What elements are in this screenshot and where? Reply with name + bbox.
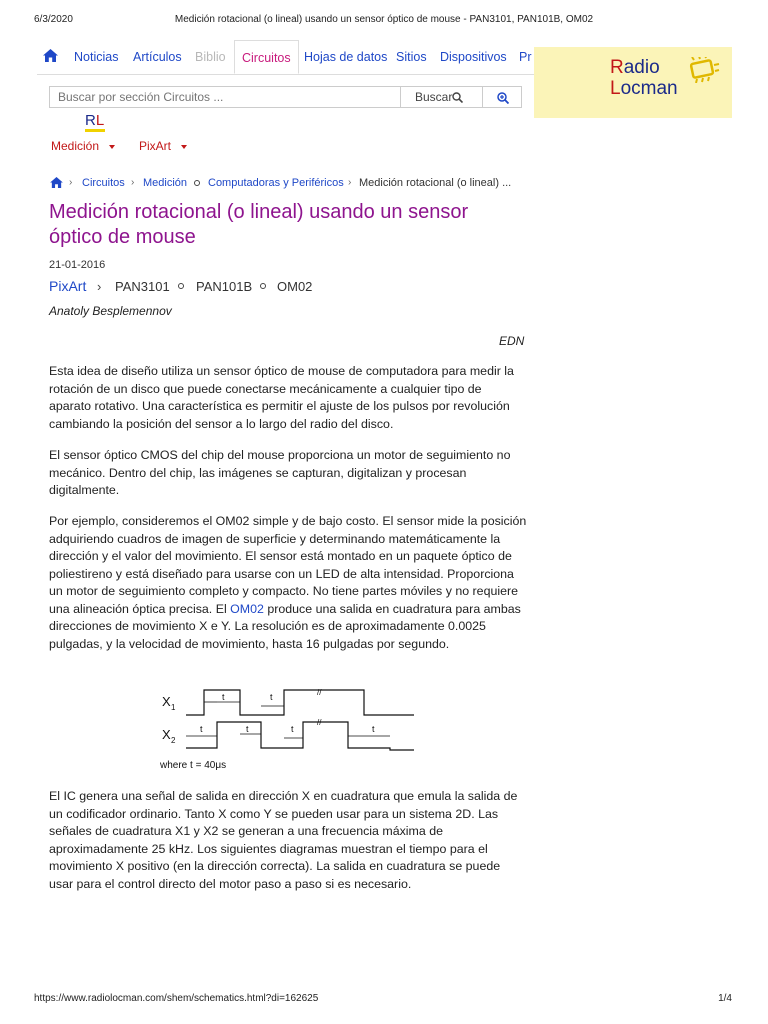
- menu-medicion[interactable]: Medición: [51, 139, 115, 153]
- article-title: Medición rotacional (o lineal) usando un sensor óptico de mouse: [49, 201, 469, 248]
- print-title: Medición rotacional (o lineal) usando un sensor óptico de mouse - PAN3101, PAN101B, OM02: [174, 14, 594, 25]
- logo-text-locman: Locman: [610, 78, 678, 99]
- t-label: t: [200, 724, 203, 734]
- x1-subscript: 1: [171, 703, 176, 712]
- print-page-number: 1/4: [718, 993, 732, 1004]
- paragraph-2: El sensor óptico CMOS del chip del mouse proporciona un motor de seguimiento no mecánico. Dentro del chip, las imágenes se capturan, digitalizan y procesan digitalmente.: [49, 448, 511, 497]
- breadcrumb-computadoras[interactable]: Computadoras y Periféricos: [208, 177, 344, 189]
- logo-text-radio: Radio: [610, 57, 660, 78]
- wave-break-mark: //: [317, 718, 322, 727]
- nav-sitios[interactable]: Sitios: [396, 50, 427, 64]
- publish-date: 21-01-2016: [49, 259, 106, 271]
- author: Anatoly Besplemennov: [49, 304, 172, 318]
- t-label: t: [270, 692, 273, 702]
- t-label: t: [246, 724, 249, 734]
- chevron-right-icon: ›: [97, 279, 102, 294]
- chip-icon: [684, 57, 720, 83]
- nav-circuitos[interactable]: Circuitos: [234, 40, 299, 74]
- nav-more[interactable]: Pr: [519, 50, 532, 64]
- ring-separator-icon: [260, 283, 266, 289]
- home-icon[interactable]: [43, 49, 59, 65]
- figure-caption: where t = 40μs: [160, 760, 227, 771]
- tag-pan3101[interactable]: PAN3101: [115, 279, 170, 294]
- tag-om02[interactable]: OM02: [277, 279, 313, 294]
- t-label: t: [372, 724, 375, 734]
- x1-label: X: [162, 694, 171, 709]
- chevron-right-icon: ›: [131, 177, 135, 188]
- quadrature-timing-diagram: [158, 686, 418, 774]
- zoom-search-icon: [497, 92, 509, 104]
- search-icon: [452, 92, 463, 103]
- breadcrumb-circuitos[interactable]: Circuitos: [82, 177, 125, 189]
- nav-dispositivos[interactable]: Dispositivos: [440, 50, 507, 64]
- menu-pixart[interactable]: PixArt: [139, 139, 187, 153]
- breadcrumb-medicion[interactable]: Medición: [143, 177, 188, 189]
- ring-separator-icon: [178, 283, 184, 289]
- tag-brand[interactable]: PixArt: [49, 278, 87, 294]
- caret-down-icon: [109, 145, 115, 149]
- om02-link[interactable]: OM02: [230, 601, 264, 616]
- ring-separator-icon: [194, 180, 200, 186]
- nav-articulos[interactable]: Artículos: [133, 50, 182, 64]
- paragraph-1: Esta idea de diseño utiliza un sensor óptico de mouse de computadora para medir la rotación de un disco que puede conectarse mecánicamente a cualquier tipo de aparato rotativo. Una característica es permitir el ajuste de los pulsos por revolución cambiando la posición del sensor a lo largo del radio del disco.: [49, 364, 514, 431]
- search-button-label: Buscar: [415, 90, 453, 104]
- nav-noticias[interactable]: Noticias: [74, 50, 119, 64]
- advanced-search-button[interactable]: [482, 86, 522, 108]
- print-url: https://www.radiolocman.com/shem/schematics.html?di=162625: [34, 993, 319, 1004]
- print-date: 6/3/2020: [34, 14, 73, 25]
- search-bar: [49, 86, 522, 108]
- paragraph-3: Por ejemplo, consideremos el OM02 simple y de bajo costo. El sensor mide la posición adquiriendo cuadros de imagen de superficie y determinando matemáticamente la dirección y el valor del movimiento. El sensor está montado en un paquete óptico de poliestireno y está diseñado para usarse con un LED de alta intensidad. Proporciona un motor de seguimiento completo y compacto. No tiene partes móviles y no requiere una alineación óptica precisa. El OM02 produce una salida en cuadratura para ambas direcciones de movimiento X e Y. La resolución es de aproximadamente 0.0025 pulgadas, y la velocidad de movimiento, hasta 16 pulgadas por segundo.: [49, 514, 527, 651]
- x2-label: X: [162, 727, 171, 742]
- breadcrumb-home-icon[interactable]: [50, 177, 63, 191]
- radiolocman-logo[interactable]: [534, 47, 732, 118]
- t-label: t: [291, 724, 294, 734]
- caret-down-icon: [181, 145, 187, 149]
- rl-logo[interactable]: RL: [85, 112, 104, 129]
- wave-break-mark: //: [317, 688, 322, 697]
- chevron-right-icon: ›: [348, 177, 352, 188]
- source: EDN: [499, 334, 525, 348]
- paragraph-4: El IC genera una señal de salida en dirección X en cuadratura que emula la salida de un codificador ordinario. Tanto X como Y se pueden usar para un sistema 2D. Las señales de cuadratura X1 y X2 se generan a una frecuencia máxima de aproximadamente 25 kHz. Los siguientes diagramas muestran el tiempo para el movimiento X positivo (en la dirección correcta). La salida en cuadratura se puede usar para el control directo del motor paso a paso si es necesario.: [49, 789, 518, 891]
- chevron-right-icon: ›: [69, 177, 73, 188]
- search-input[interactable]: [49, 86, 401, 108]
- search-button[interactable]: [400, 86, 483, 108]
- tag-pan101b[interactable]: PAN101B: [196, 279, 253, 294]
- main-nav: [37, 40, 534, 75]
- x1-waveform: [186, 690, 414, 715]
- x2-subscript: 2: [171, 736, 176, 745]
- nav-hojas-de-datos[interactable]: Hojas de datos: [304, 50, 388, 64]
- nav-biblio[interactable]: Biblio: [195, 50, 226, 64]
- t-label: t: [222, 692, 225, 702]
- breadcrumb-current: Medición rotacional (o lineal) ...: [359, 177, 512, 189]
